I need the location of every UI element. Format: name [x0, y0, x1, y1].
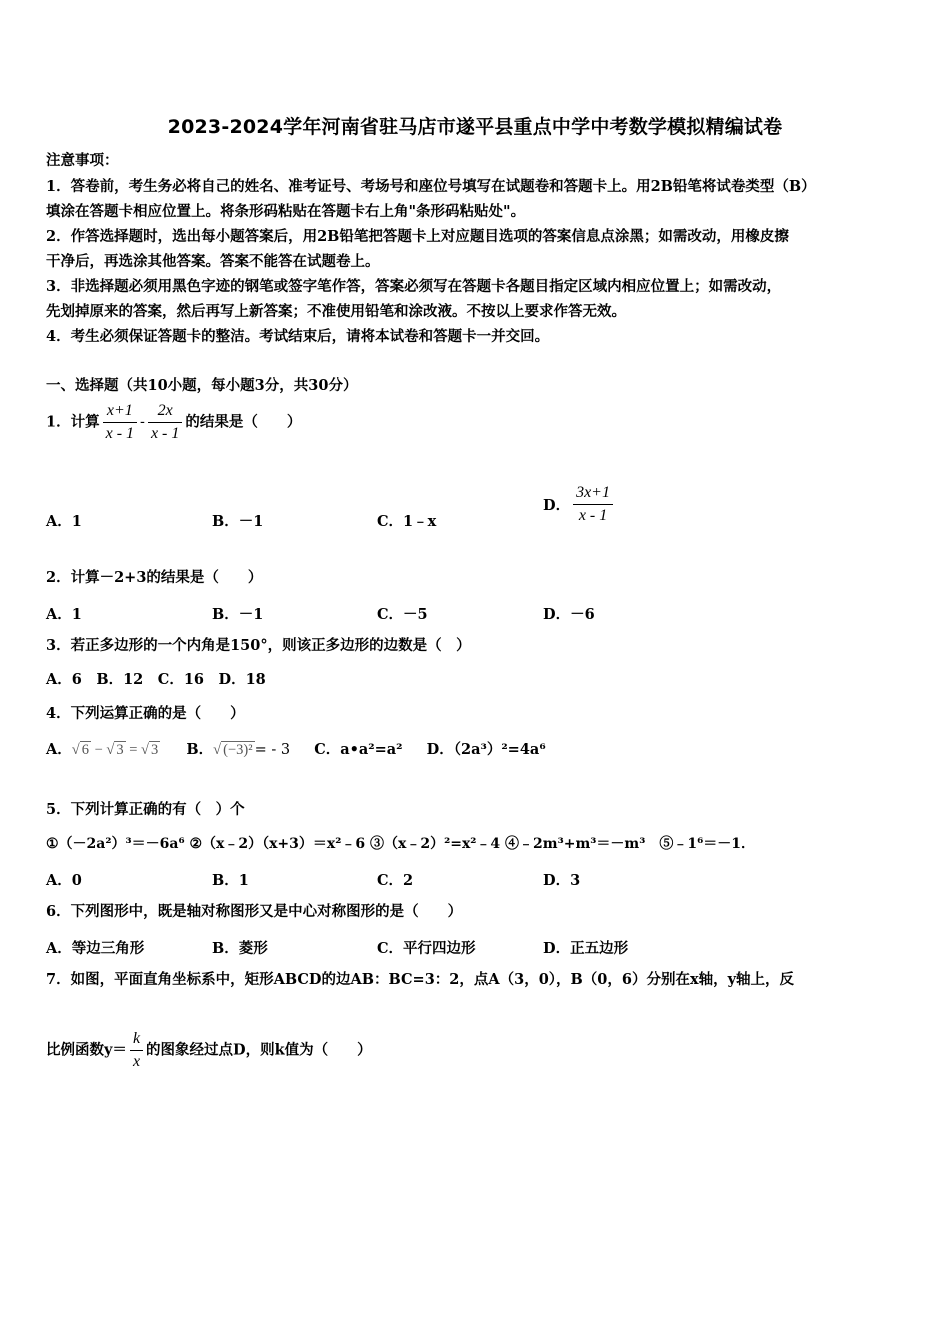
q5-items: ①（－2a²）³＝－6a⁶ ②（x﹣2）（x+3）＝x²﹣6 ③（x﹣2）²=x²﹣4 ④﹣2m³+m³＝－m³ ⑤﹣1⁶＝－1． [46, 836, 755, 852]
q1-option-b: B．－1 [212, 513, 264, 530]
q4-options [46, 738, 546, 759]
q1-fraction-1 [103, 402, 137, 443]
fraction-numerator: 3x+1 [576, 484, 610, 501]
q1-fraction-2 [148, 402, 182, 443]
notice-line: 3．非选择题必须用黑色字迹的钢笔或签字笔作答，答案必须写在答题卡各题目指定区域内相应位置上；如需改动， [46, 278, 782, 295]
page-title: 2023-2024学年河南省驻马店市遂平县重点中学中考数学模拟精编试卷 [167, 116, 783, 138]
radicand: 3 [151, 742, 159, 758]
radicand: 3 [116, 742, 124, 758]
notice-line: 2．作答选择题时，选出每小题答案后，用2B铅笔把答题卡上对应题目选项的答案信息点涂黑；如需改动，用橡皮擦 [46, 228, 789, 245]
q2-option-c: C．－5 [377, 606, 428, 623]
question-3: 3．若正多边形的一个内角是150°，则该正多边形的边数是（ ） [46, 637, 471, 654]
q1-suffix: 的结果是（ ） [185, 413, 302, 431]
radicand: 6 [81, 742, 89, 758]
q5-option-d: D．3 [543, 872, 581, 889]
q4-option-b-rest: = - 3 [254, 742, 291, 758]
q4-option-a-expression: √ 6 − √ 3 = √ 3 [71, 742, 159, 758]
q4-option-b-expression: √ (−3)² [213, 742, 253, 758]
notice-heading: 注意事项： [46, 152, 119, 169]
q3-options: A．6 B．12 C．16 D．18 [46, 671, 266, 688]
notice-line: 干净后，再选涂其他答案。答案不能答在试题卷上。 [46, 253, 380, 270]
fraction-denominator: x - 1 [103, 422, 137, 443]
q7-suffix: 的图象经过点D，则k值为（ ） [146, 1041, 372, 1059]
q1-option-c: C．1﹣x [377, 513, 437, 530]
q6-option-d: D．正五边形 [543, 940, 629, 957]
notice-line: 1．答卷前，考生务必将自己的姓名、准考证号、考场号和座位号填写在试题卷和答题卡上。用2B铅笔将试卷类型（B） [46, 178, 816, 195]
fraction-numerator: k [132, 1030, 141, 1047]
fraction-numerator: x+1 [106, 402, 133, 419]
q5-option-b: B．1 [212, 872, 249, 889]
q6-option-b: B．菱形 [212, 940, 268, 957]
fraction-denominator: x - 1 [148, 422, 182, 443]
q1-option-a: A．1 [46, 513, 82, 530]
q7-prefix: 比例函数y＝ [46, 1041, 127, 1059]
q5-option-c: C．2 [377, 872, 414, 889]
question-7-line-1: 7．如图，平面直角坐标系中，矩形ABCD的边AB：BC=3：2，点A（3，0），B（0，6）分别在x轴，y轴上，反 [46, 971, 795, 988]
radicand: (−3)² [223, 742, 253, 758]
question-7-line-2 [46, 1030, 372, 1071]
question-2: 2．计算－2+3的结果是（ ） [46, 569, 263, 586]
q2-option-b: B．－1 [212, 606, 264, 623]
q1-prefix: 1．计算 [46, 413, 100, 431]
question-1 [46, 402, 301, 443]
fraction-denominator: x [130, 1050, 143, 1071]
q1-option-d-fraction [573, 484, 613, 525]
notice-line: 先划掉原来的答案，然后再写上新答案；不准使用铅笔和涂改液。不按以上要求作答无效。 [46, 303, 626, 320]
notice-line: 4．考生必须保证答题卡的整洁。考试结束后，请将本试卷和答题卡一并交回。 [46, 328, 550, 345]
question-4: 4．下列运算正确的是（ ） [46, 705, 245, 722]
q2-option-a: A．1 [46, 606, 82, 623]
q4-option-b-label: B． [186, 741, 214, 758]
question-5: 5．下列计算正确的有（ ）个 [46, 801, 245, 818]
fraction-denominator: x - 1 [573, 504, 613, 525]
q6-option-c: C．平行四边形 [377, 940, 476, 957]
q2-option-d: D．－6 [543, 606, 595, 623]
q1-minus: - [140, 414, 145, 431]
q1-option-d [543, 484, 616, 525]
notice-line: 填涂在答题卡相应位置上。将条形码粘贴在答题卡右上角"条形码粘贴处"。 [46, 203, 526, 220]
fraction-numerator: 2x [157, 402, 173, 419]
q6-option-a: A．等边三角形 [46, 940, 145, 957]
q4-option-c: C．a•a²=a² [314, 741, 403, 758]
question-6: 6．下列图形中，既是轴对称图形又是中心对称图形的是（ ） [46, 903, 463, 920]
q1-option-d-label: D． [543, 497, 571, 514]
q7-fraction [130, 1030, 143, 1071]
q5-option-a: A．0 [46, 872, 82, 889]
section-heading: 一、选择题（共10小题，每小题3分，共30分） [46, 377, 358, 394]
q4-option-a-label: A． [46, 741, 72, 758]
q4-option-d: D．（2a³）²=4a⁶ [426, 741, 546, 758]
